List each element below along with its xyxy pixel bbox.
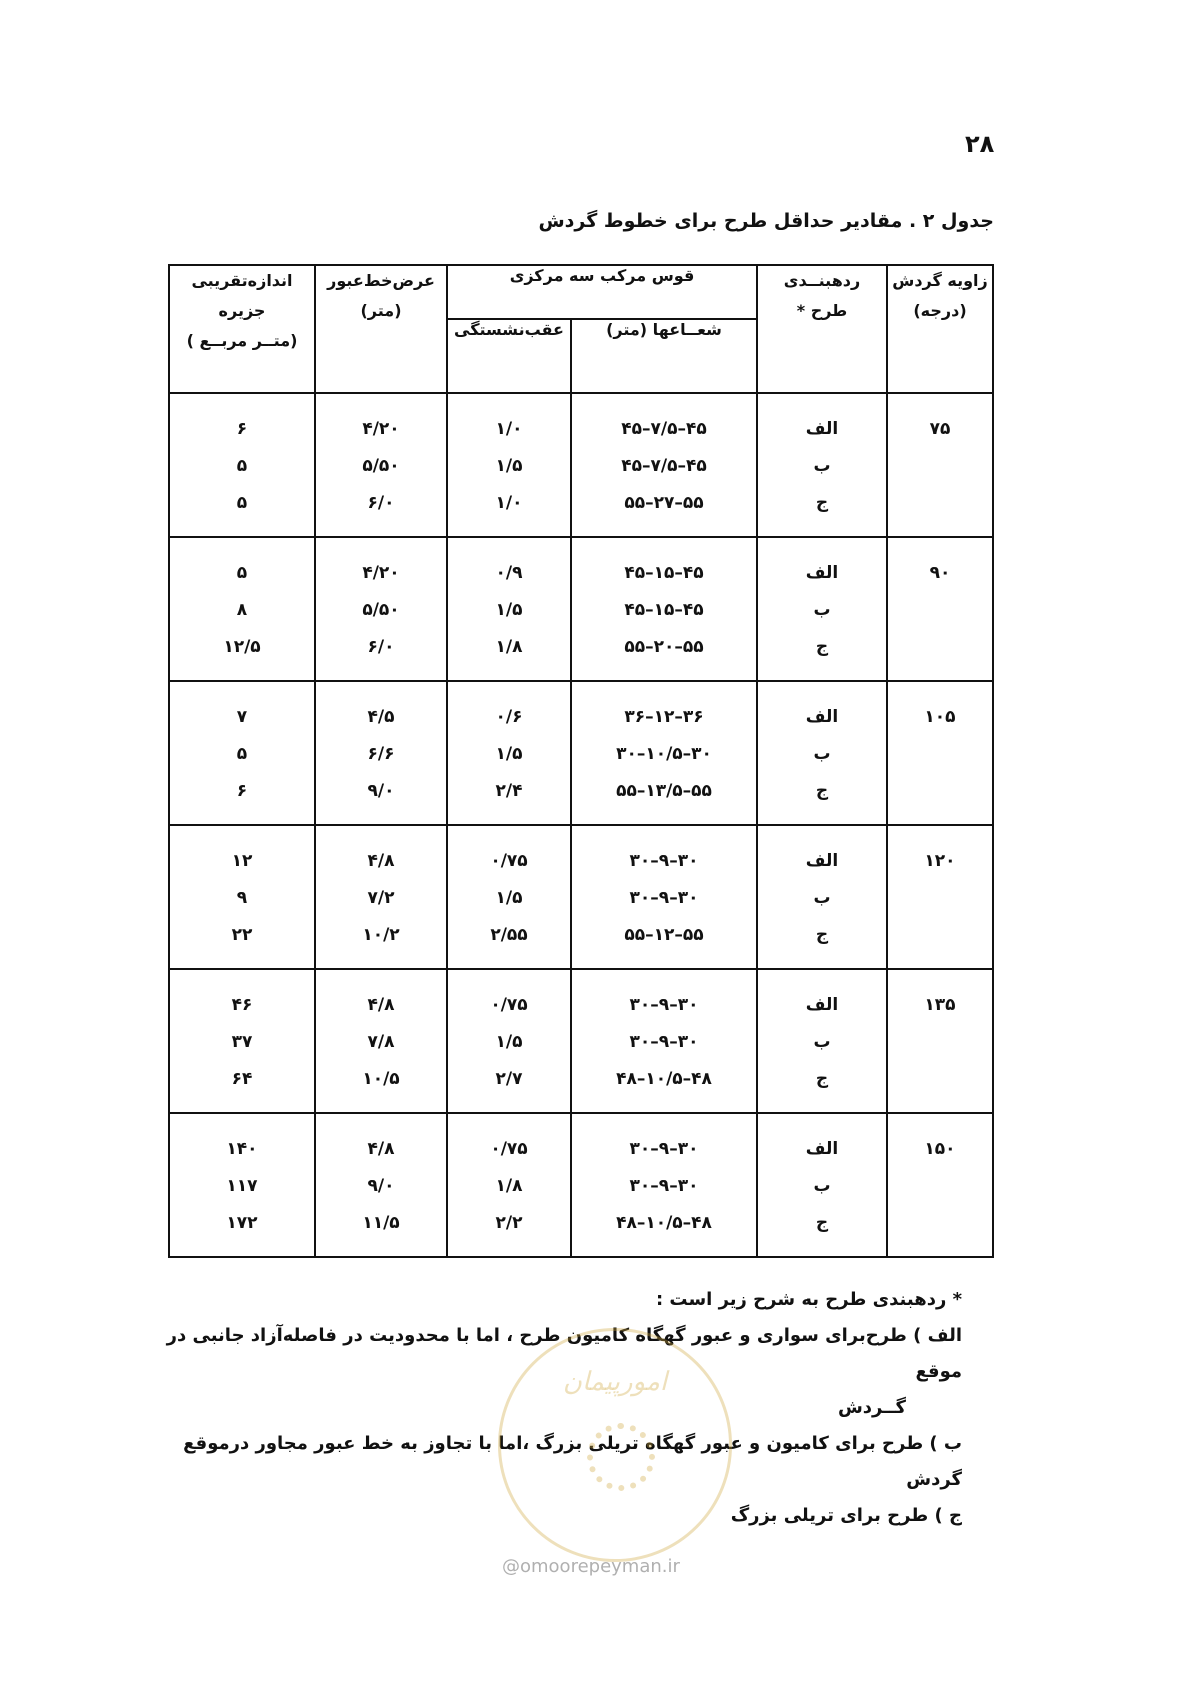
header-turn-angle-title: زاویه گردش (892, 271, 988, 290)
offset-value: ۰/۷۵ (490, 1139, 528, 1159)
header-turn-angle-unit: (درجه) (913, 301, 967, 320)
island-size-value: ۱۲ (231, 851, 253, 871)
radii-cell (571, 1113, 757, 1257)
design-class: ج (815, 781, 829, 801)
radii-cell (571, 681, 757, 825)
design-class: الف (805, 851, 839, 871)
lane-width-value: ۹/۰ (367, 1176, 395, 1196)
lane-width-value: ۴/۸ (367, 851, 395, 871)
radii-value: ۵۵–۲۰–۵۵ (624, 637, 704, 657)
header-lane-width (315, 265, 447, 393)
header-island-size-title: اندازه‌تقریبی جزیره (191, 271, 293, 320)
radii-value: ۴۸–۱۰/۵–۴۸ (616, 1213, 712, 1233)
table-row (169, 537, 993, 681)
turn-angle-cell (887, 393, 993, 537)
island-size-value: ۷ (236, 707, 248, 727)
radii-value: ۳۰–۱۰/۵–۳۰ (616, 744, 712, 764)
lane-width-value: ۱۱/۵ (362, 1213, 400, 1233)
offset-value: ۱/۰ (495, 419, 523, 439)
table-row (169, 393, 993, 537)
offset-value: ۲/۴ (495, 781, 523, 801)
design-class: الف (805, 563, 839, 583)
island-size-cell (169, 681, 315, 825)
header-lane-width-title: عرض‌خط‌عبور (327, 271, 435, 290)
offset-cell (447, 393, 571, 537)
island-size-value: ۶۴ (231, 1069, 253, 1089)
offset-value: ۰/۷۵ (490, 851, 528, 871)
lane-width-cell (315, 393, 447, 537)
header-turn-angle (887, 265, 993, 393)
table-row (169, 825, 993, 969)
island-size-value: ۹ (236, 888, 248, 908)
design-values-table (168, 264, 994, 1258)
table-caption: جدول ۲ . مقادیر حداقل طرح برای خطوط گردش (538, 210, 994, 232)
turn-angle-value: ۷۵ (929, 419, 951, 439)
design-class: ب (813, 1176, 831, 1196)
island-size-value: ۱۴۰ (226, 1139, 258, 1159)
radii-value: ۴۵–۷/۵–۴۵ (621, 456, 707, 476)
offset-value: ۱/۸ (495, 637, 523, 657)
lane-width-value: ۵/۵۰ (362, 456, 400, 476)
table-body (169, 393, 993, 1257)
island-size-value: ۳۷ (231, 1032, 253, 1052)
design-class: ب (813, 888, 831, 908)
footnote-item-c: ج ) طرح برای تریلی بزرگ (730, 1505, 962, 1526)
design-class: ج (815, 493, 829, 513)
offset-value: ۲/۷ (495, 1069, 523, 1089)
lane-width-value: ۵/۵۰ (362, 600, 400, 620)
footnote-title: * ردهبندی طرح به شرح زیر است : (655, 1289, 962, 1310)
island-size-value: ۱۱۷ (226, 1176, 258, 1196)
offset-value: ۱/۵ (495, 888, 523, 908)
header-offset: عقب‌نشستگی (447, 319, 571, 393)
header-island-size (169, 265, 315, 393)
island-size-cell (169, 1113, 315, 1257)
island-size-value: ۶ (236, 781, 248, 801)
radii-value: ۳۶–۱۲–۳۶ (624, 707, 704, 727)
lane-width-cell (315, 825, 447, 969)
header-radii: شعــاعها (متر) (571, 319, 757, 393)
footnote-item-a: الف ) طرح‌برای سواری و عبور گهگاه کامیون طرح ، اما با محدودیت در فاصله‌آزاد جانبی در موقع (166, 1325, 962, 1382)
lane-width-value: ۹/۰ (367, 781, 395, 801)
radii-value: ۳۰–۹–۳۰ (629, 851, 699, 871)
design-class: ج (815, 1213, 829, 1233)
offset-value: ۱/۵ (495, 456, 523, 476)
footnote-item-b: ب ) طرح برای کامیون و عبور گهگاه تریلی بزرگ ،اما با تجاوز به خط عبور مجاور درموقع گردش (183, 1433, 962, 1490)
turn-angle-cell (887, 537, 993, 681)
radii-cell (571, 825, 757, 969)
offset-value: ۱/۵ (495, 744, 523, 764)
lane-width-cell (315, 681, 447, 825)
offset-value: ۲/۵۵ (490, 925, 528, 945)
footnote (162, 1282, 962, 1534)
island-size-value: ۱۷۲ (226, 1213, 258, 1233)
design-class: ج (815, 637, 829, 657)
header-island-size-unit: (متــر مربــع ) (186, 331, 298, 350)
lane-width-value: ۱۰/۲ (362, 925, 400, 945)
lane-width-value: ۴/۸ (367, 995, 395, 1015)
table-row (169, 969, 993, 1113)
turn-angle-cell (887, 969, 993, 1113)
offset-cell (447, 681, 571, 825)
design-class-cell (757, 1113, 887, 1257)
lane-width-value: ۴/۸ (367, 1139, 395, 1159)
radii-value: ۳۰–۹–۳۰ (629, 995, 699, 1015)
turn-angle-value: ۹۰ (929, 563, 951, 583)
island-size-value: ۸ (236, 600, 248, 620)
island-size-value: ۴۶ (231, 995, 253, 1015)
design-class-cell (757, 969, 887, 1113)
design-class: ج (815, 925, 829, 945)
radii-cell (571, 393, 757, 537)
watermark-logo-text: امورپیمان (562, 1367, 668, 1397)
radii-value: ۳۰–۹–۳۰ (629, 1176, 699, 1196)
offset-value: ۰/۷۵ (490, 995, 528, 1015)
design-class: ب (813, 456, 831, 476)
island-size-value: ۵ (236, 563, 248, 583)
design-class: الف (805, 419, 839, 439)
design-class: ب (813, 1032, 831, 1052)
header-compound-curve: قوس مرکب سه مرکزی (447, 265, 757, 319)
design-class-cell (757, 393, 887, 537)
design-class-cell (757, 825, 887, 969)
lane-width-cell (315, 537, 447, 681)
offset-value: ۱/۸ (495, 1176, 523, 1196)
watermark-url: @omoorepeyman.ir (502, 1556, 680, 1577)
lane-width-cell (315, 1113, 447, 1257)
island-size-cell (169, 969, 315, 1113)
turn-angle-value: ۱۲۰ (924, 851, 956, 871)
radii-value: ۳۰–۹–۳۰ (629, 1032, 699, 1052)
header-design-class-title: ردهبنــدی (783, 271, 861, 290)
island-size-value: ۶ (236, 419, 248, 439)
island-size-value: ۵ (236, 456, 248, 476)
offset-value: ۲/۲ (495, 1213, 523, 1233)
lane-width-value: ۱۰/۵ (362, 1069, 400, 1089)
radii-value: ۵۵–۱۳/۵–۵۵ (616, 781, 712, 801)
turn-angle-value: ۱۰۵ (924, 707, 956, 727)
radii-value: ۳۰–۹–۳۰ (629, 1139, 699, 1159)
header-lane-width-unit: (متر) (360, 301, 402, 320)
design-class: ب (813, 600, 831, 620)
header-design-class-sub: طرح * (796, 301, 848, 320)
turn-angle-value: ۱۳۵ (924, 995, 956, 1015)
design-class: ب (813, 744, 831, 764)
design-class: الف (805, 995, 839, 1015)
page-number: ۲۸ (965, 130, 995, 158)
design-class: الف (805, 707, 839, 727)
offset-cell (447, 969, 571, 1113)
offset-value: ۱/۰ (495, 493, 523, 513)
island-size-value: ۱۲/۵ (223, 637, 261, 657)
offset-cell (447, 1113, 571, 1257)
turn-angle-cell (887, 681, 993, 825)
offset-value: ۱/۵ (495, 600, 523, 620)
turn-angle-cell (887, 825, 993, 969)
lane-width-value: ۴/۵ (367, 707, 395, 727)
turn-angle-value: ۱۵۰ (924, 1139, 956, 1159)
island-size-value: ۵ (236, 493, 248, 513)
lane-width-value: ۷/۲ (367, 888, 395, 908)
offset-cell (447, 825, 571, 969)
lane-width-cell (315, 969, 447, 1113)
design-class-cell (757, 537, 887, 681)
design-class: ج (815, 1069, 829, 1089)
radii-value: ۴۸–۱۰/۵–۴۸ (616, 1069, 712, 1089)
lane-width-value: ۴/۲۰ (362, 419, 400, 439)
radii-value: ۴۵–۱۵–۴۵ (624, 563, 704, 583)
design-class-cell (757, 681, 887, 825)
island-size-value: ۲۲ (231, 925, 253, 945)
island-size-cell (169, 537, 315, 681)
island-size-cell (169, 825, 315, 969)
table-header (169, 265, 993, 393)
footnote-item-a-continued: گــردش (837, 1397, 906, 1418)
radii-cell (571, 537, 757, 681)
offset-value: ۰/۹ (495, 563, 523, 583)
turn-angle-cell (887, 1113, 993, 1257)
lane-width-value: ۷/۸ (367, 1032, 395, 1052)
radii-value: ۵۵–۱۲–۵۵ (624, 925, 704, 945)
lane-width-value: ۶/۰ (367, 493, 395, 513)
radii-value: ۳۰–۹–۳۰ (629, 888, 699, 908)
lane-width-value: ۶/۰ (367, 637, 395, 657)
radii-value: ۴۵–۷/۵–۴۵ (621, 419, 707, 439)
design-class: الف (805, 1139, 839, 1159)
table-row (169, 1113, 993, 1257)
island-size-cell (169, 393, 315, 537)
lane-width-value: ۴/۲۰ (362, 563, 400, 583)
radii-cell (571, 969, 757, 1113)
radii-value: ۴۵–۱۵–۴۵ (624, 600, 704, 620)
offset-cell (447, 537, 571, 681)
offset-value: ۱/۵ (495, 1032, 523, 1052)
header-design-class (757, 265, 887, 393)
table-row (169, 681, 993, 825)
island-size-value: ۵ (236, 744, 248, 764)
offset-value: ۰/۶ (495, 707, 523, 727)
radii-value: ۵۵–۲۷–۵۵ (624, 493, 704, 513)
lane-width-value: ۶/۶ (367, 744, 395, 764)
